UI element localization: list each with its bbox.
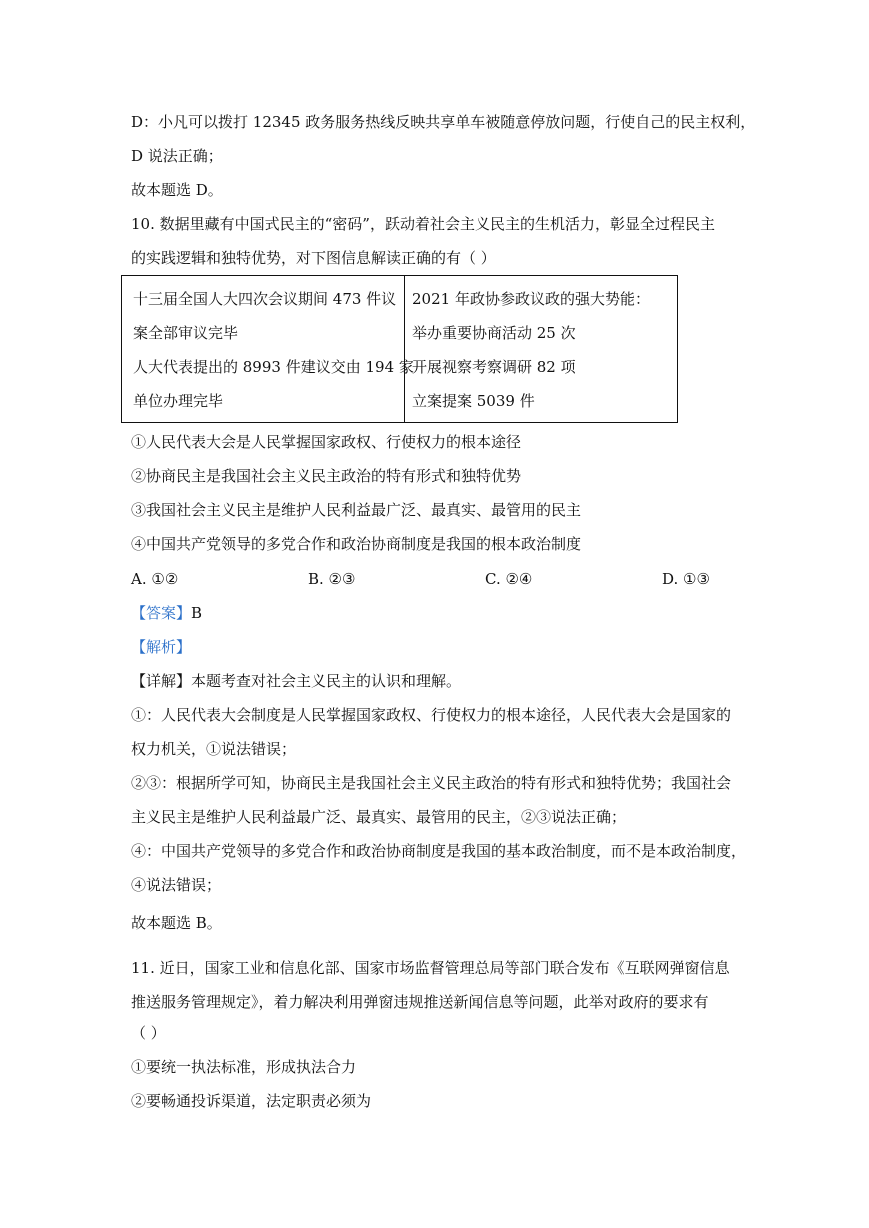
q10-statement-1: ①人民代表大会是人民掌握国家政权、行使权力的根本途径 (131, 433, 522, 451)
table-right-line-2: 举办重要协商活动 25 次 (412, 324, 576, 342)
q11-statement-1: ①要统一执法标准，形成执法合力 (131, 1058, 357, 1076)
q10-answer (131, 602, 741, 624)
q10-explanation-line-3: ②③：根据所学可知，协商民主是我国社会主义民主政治的特有形式和独特优势；我国社会 (131, 774, 732, 792)
choice-a: A. ①② (131, 570, 179, 588)
table-left-line-3: 人大代表提出的 8993 件建议交由 194 家 (133, 358, 414, 376)
q10-choices (131, 568, 751, 590)
q10-explanation-line-4: 主义民主是维护人民利益最广泛、最真实、最管用的民主，②③说法正确； (131, 808, 627, 826)
q11-stem-line-1: 11. 近日，国家工业和信息化部、国家市场监督管理总局等部门联合发布《互联网弹窗信息 (131, 959, 730, 977)
table-right-line-3: 开展视察考察调研 82 项 (412, 358, 576, 376)
choice-b: B. ②③ (308, 570, 356, 588)
q10-explanation-line-2: 权力机关，①说法错误； (131, 740, 297, 758)
q11-stem-line-3: （ ） (131, 1024, 166, 1042)
table-left-line-2: 案全部审议完毕 (133, 324, 239, 342)
table-right-line-4: 立案提案 5039 件 (412, 392, 535, 410)
q11-stem-line-2: 推送服务管理规定》，着力解决利用弹窗违规推送新闻信息等问题，此举对政府的要求有 (131, 993, 709, 1011)
answer-tag: 【答案】 (131, 604, 192, 622)
prev-answer-line-1: D：小凡可以拨打 12345 政务服务热线反映共享单车被随意停放问题，行使自己的民主权利， (131, 113, 756, 131)
q10-statement-3: ③我国社会主义民主是维护人民利益最广泛、最真实、最管用的民主 (131, 501, 582, 519)
q10-stem-line-1: 10. 数据里藏有中国式民主的“密码”，跃动着社会主义民主的生机活力，彰显全过程民主 (131, 215, 715, 233)
prev-answer-line-2: D 说法正确； (131, 147, 223, 165)
q10-stem-line-2: 的实践逻辑和独特优势，对下图信息解读正确的有（ ） (131, 249, 496, 267)
q10-statement-2: ②协商民主是我国社会主义民主政治的特有形式和独特优势 (131, 467, 522, 485)
table-right-line-1: 2021 年政协参政议政的强大势能： (412, 290, 650, 308)
q11-statement-2: ②要畅通投诉渠道，法定职责必须为 (131, 1092, 372, 1110)
analysis-tag: 【解析】 (131, 638, 192, 656)
q10-explanation-line-1: ①：人民代表大会制度是人民掌握国家政权、行使权力的根本途径，人民代表大会是国家的 (131, 706, 732, 724)
table-left-line-4: 单位办理完毕 (133, 392, 224, 410)
q10-explanation-line-6: ④说法错误； (131, 876, 222, 894)
table-divider (404, 276, 405, 422)
q10-conclusion: 故本题选 B。 (131, 914, 222, 932)
table-left-line-1: 十三届全国人大四次会议期间 473 件议 (133, 290, 397, 308)
q10-statement-4: ④中国共产党领导的多党合作和政治协商制度是我国的根本政治制度 (131, 535, 582, 553)
choice-d: D. ①③ (662, 570, 710, 588)
answer-value: B (191, 604, 203, 622)
detail-tag: 【详解】 (131, 672, 192, 690)
q10-explanation-line-5: ④：中国共产党领导的多党合作和政治协商制度是我国的基本政治制度，而不是本政治制度， (131, 842, 747, 860)
q10-detail (131, 670, 741, 692)
prev-conclusion: 故本题选 D。 (131, 181, 223, 199)
choice-c: C. ②④ (485, 570, 533, 588)
q10-analysis (131, 636, 741, 658)
detail-text: 本题考查对社会主义民主的认识和理解。 (191, 672, 462, 690)
q10-info-table (121, 275, 678, 423)
